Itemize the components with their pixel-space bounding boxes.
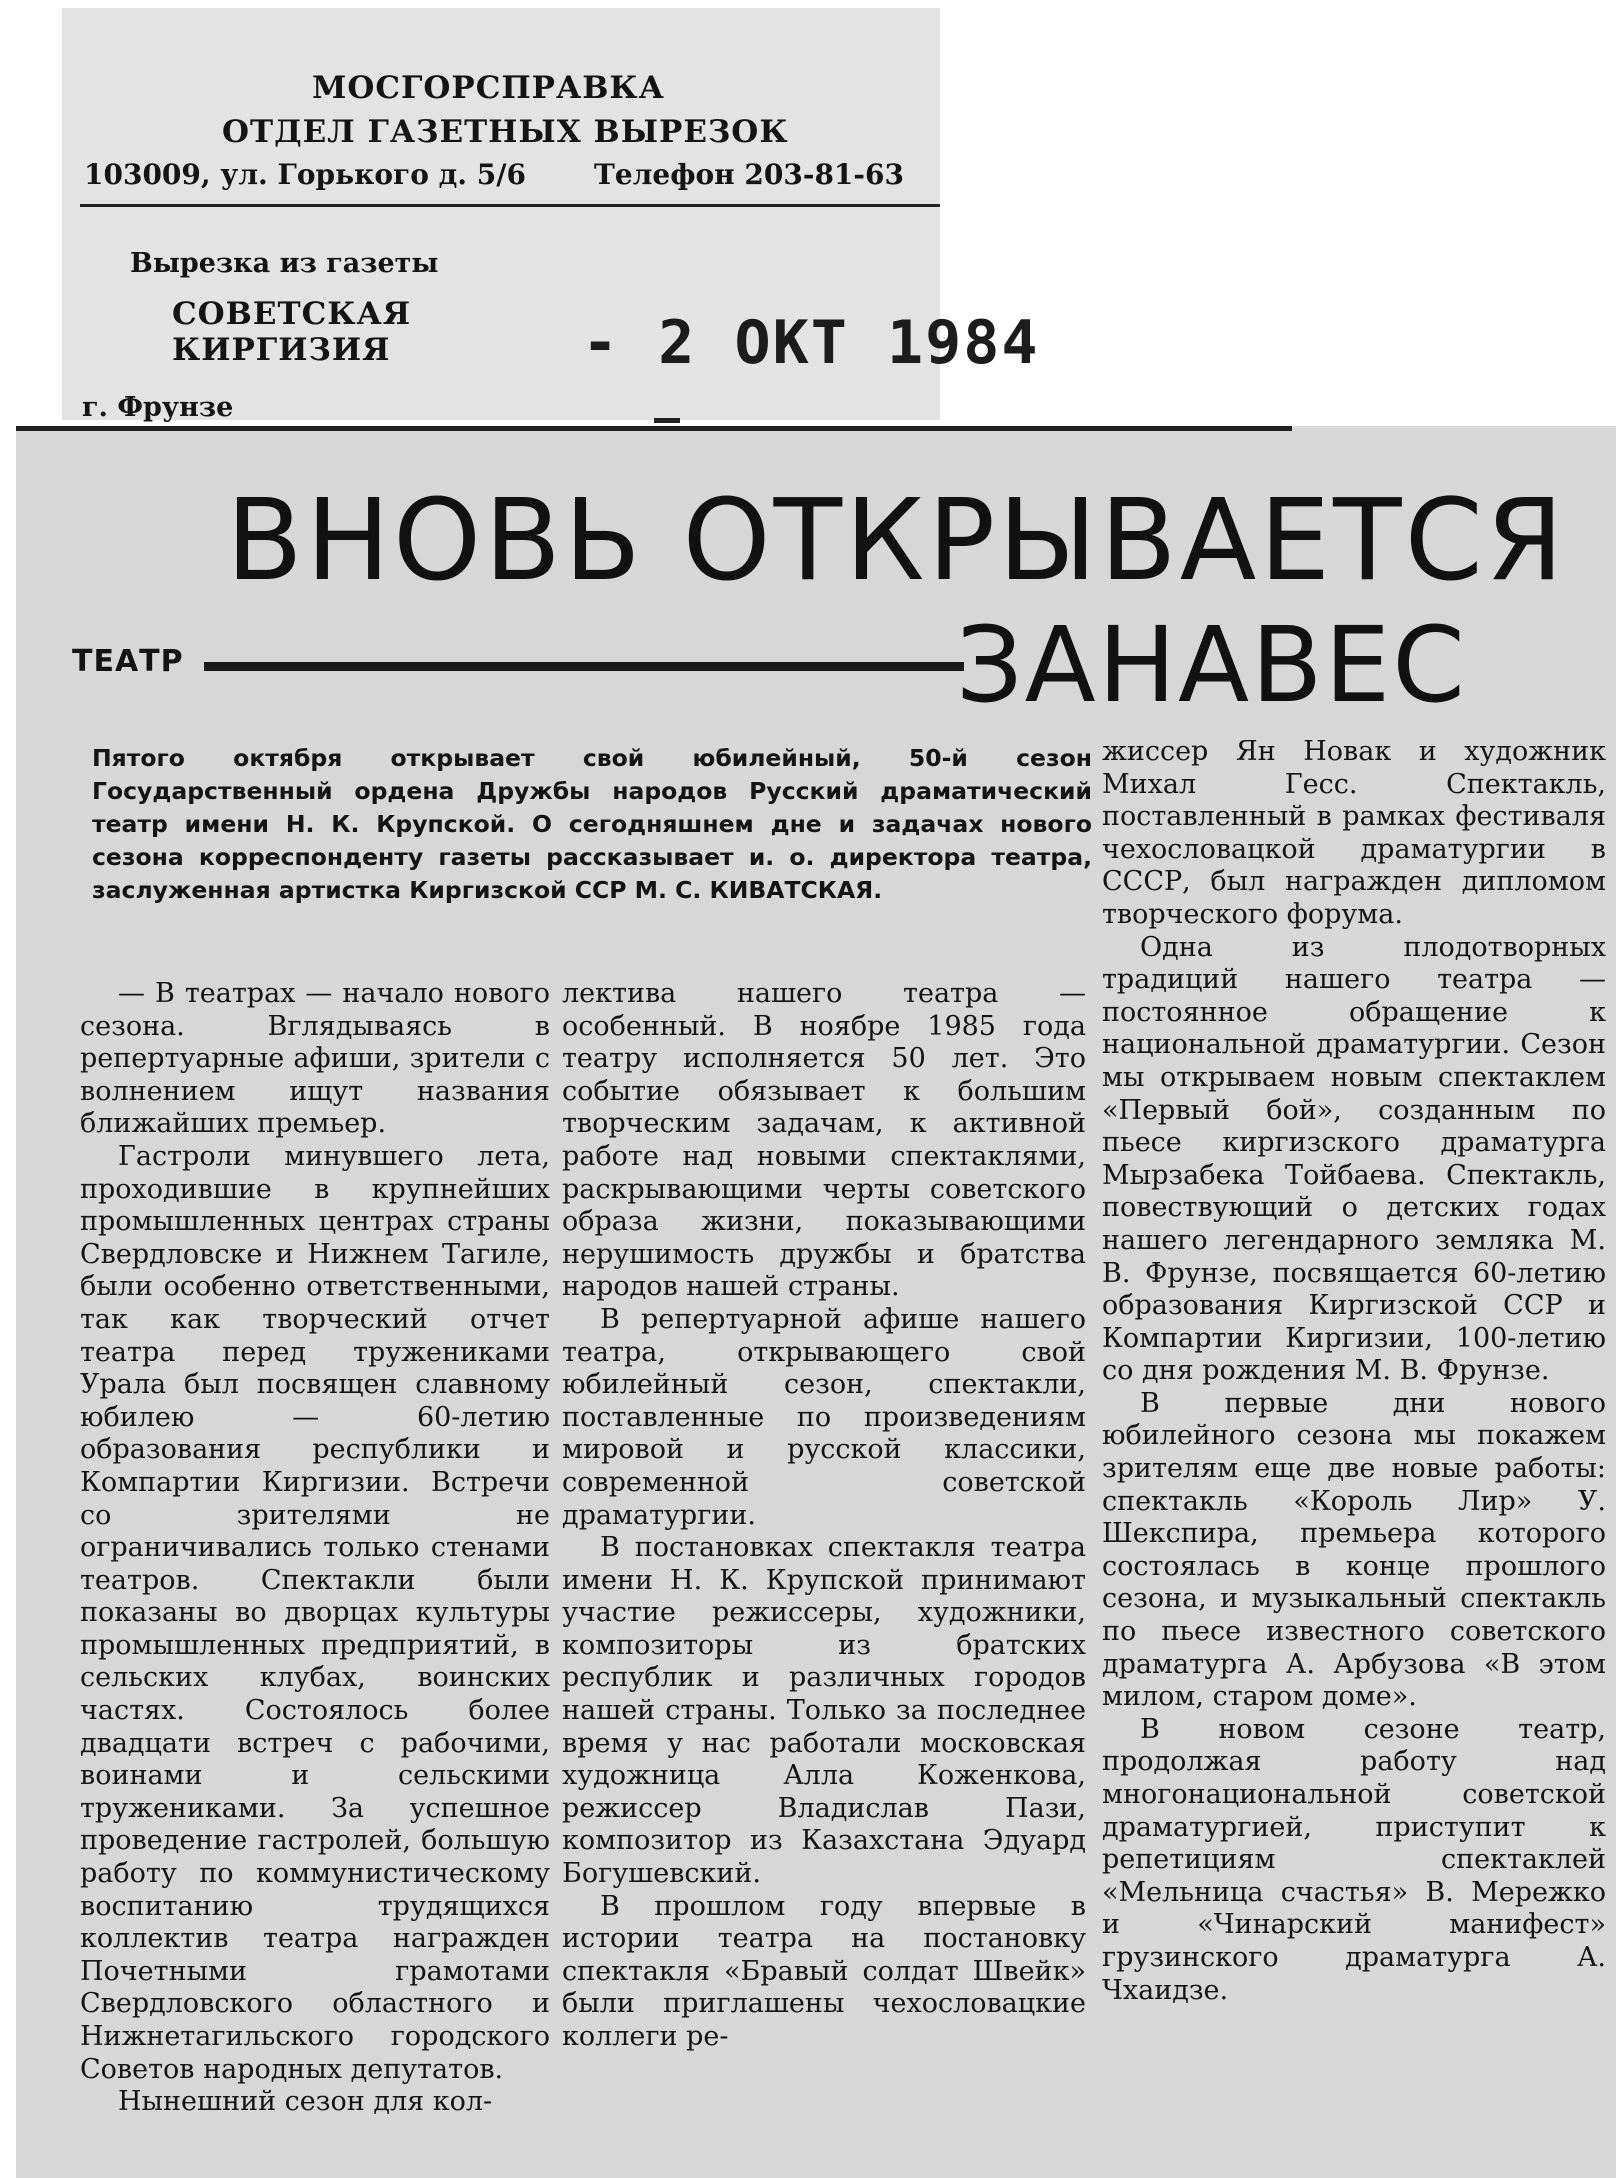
- rubric-rule: [204, 662, 964, 671]
- stamp-divider: [80, 204, 940, 207]
- article-column-2: [562, 978, 1086, 2054]
- paragraph: В первые дни нового юбилейного сезона мы покажем зрителям еще две новые работы: спектакль «Король Лир» У. Шекспира, премьера которого состоялась в конце прошлого сезона, и музыкальный спектакль по пьесе известного советского драматурга А. Арбузова «В этом милом, старом доме».: [1102, 1387, 1606, 1713]
- article-column-1: [80, 978, 550, 2119]
- clipping-top-rule: [16, 426, 1292, 431]
- stamp-mark: [654, 418, 680, 423]
- article-column-3: [1102, 736, 1606, 2007]
- paragraph: В постановках спектакля театра имени Н. К. Крупской принимают участие режиссеры, художники, композиторы из братских республик и различных городов нашей страны. Только за последнее время у нас работали московская художница Алла Коженкова, режиссер Владислав Пази, композитор из Казахстана Эдуард Богушевский.: [562, 1532, 1086, 1890]
- cutting-from-label: Вырезка из газеты: [130, 248, 439, 279]
- newspaper-name-line1: СОВЕТСКАЯ: [172, 296, 412, 332]
- newspaper-name-line2: КИРГИЗИЯ: [172, 332, 391, 368]
- paragraph: — В театрах — начало нового сезона. Вглядываясь в репертуарные афиши, зрители с волнением ищут названия ближайших премьер.: [80, 978, 550, 1140]
- paragraph: В новом сезоне театр, продолжая работу над многонациональной советской драматургией, приступит к репетициям спектаклей «Мельница счастья» В. Мережко и «Чинарский манифест» грузинского драматурга А. Чхаидзе.: [1102, 1713, 1606, 2006]
- paragraph: лектива нашего театра — особенный. В ноябре 1985 года театру исполняется 50 лет. Это событие обязывает к большим творческим задачам, к активной работе над новыми спектаклями, раскрывающими черты советского образа жизни, показывающими нерушимость дружбы и братства народов нашей страны.: [562, 978, 1086, 1303]
- headline-line1: ВНОВЬ ОТКРЫВАЕТСЯ: [226, 476, 1567, 606]
- bureau-address: 103009, ул. Горького д. 5/6: [84, 158, 526, 191]
- date-stamp: - 2 ОКТ 1984: [582, 308, 1040, 378]
- newspaper-city: г. Фрунзе: [82, 392, 234, 423]
- paragraph: жиссер Ян Новак и художник Михал Гесс. Спектакль, поставленный в рамках фестиваля чехословацкой драматургии в СССР, был награжден дипломом творческого форума.: [1102, 736, 1606, 930]
- clipping-bureau-stamp: [62, 8, 1040, 423]
- headline-line2: ЗАНАВЕС: [956, 604, 1467, 726]
- bureau-name: МОСГОРСПРАВКА: [312, 70, 665, 106]
- rubric-label: ТЕАТР: [72, 644, 184, 679]
- newspaper-clipping: [16, 426, 1616, 2178]
- bureau-phone: Телефон 203-81-63: [594, 158, 904, 191]
- paragraph: В репертуарной афише нашего театра, открывающего свой юбилейный сезон, спектакли, поставленные по произведениям мировой и русской классики, современной советской драматургии.: [562, 1303, 1086, 1531]
- paragraph: Гастроли минувшего лета, проходившие в крупнейших промышленных центрах страны Свердловске и Нижнем Тагиле, были особенно ответственными, так как творческий отчет театра перед тружениками Урала был посвящен славному юбилею — 60-летию образования республики и Компартии Киргизии. Встречи со зрителями не ограничивались только стенами театров. Спектакли были показаны во дворцах культуры промышленных предприятий, в сельских клубах, воинских частях. Состоялось более двадцати встреч с рабочими, воинами и сельскими тружениками. За успешное проведение гастролей, большую работу по коммунистическому воспитанию трудящихся коллектив театра награжден Почетными грамотами Свердловского областного и Нижнетагильского городского Советов народных депутатов.: [80, 1140, 550, 2085]
- article-lead: Пятого октября открывает свой юбилейный, 50-й сезон Государственный ордена Дружбы народов Русский драматический театр имени Н. К. Крупской. О сегодняшнем дне и задачах нового сезона корреспонденту газеты рассказывает и. о. директора театра, заслуженная артистка Киргизской ССР М. С. КИВАТСКАЯ.: [92, 744, 1092, 904]
- department-name: ОТДЕЛ ГАЗЕТНЫХ ВЫРЕЗОК: [222, 114, 789, 150]
- paragraph: В прошлом году впервые в истории театра на постановку спектакля «Бравый солдат Швейк» были приглашены чехословацкие коллеги ре-: [562, 1890, 1086, 2052]
- paragraph: Нынешний сезон для кол-: [118, 2086, 493, 2118]
- paragraph: Одна из плодотворных традиций нашего театра — постоянное обращение к национальной драматургии. Сезон мы открываем новым спектаклем «Первый бой», созданным по пьесе киргизского драматурга Мырзабека Тойбаева. Спектакль, повествующий о детских годах нашего легендарного земляка М. В. Фрунзе, посвящается 60-летию образования Киргизской ССР и Компартии Киргизии, 100-летию со дня рождения М. В. Фрунзе.: [1102, 931, 1606, 1387]
